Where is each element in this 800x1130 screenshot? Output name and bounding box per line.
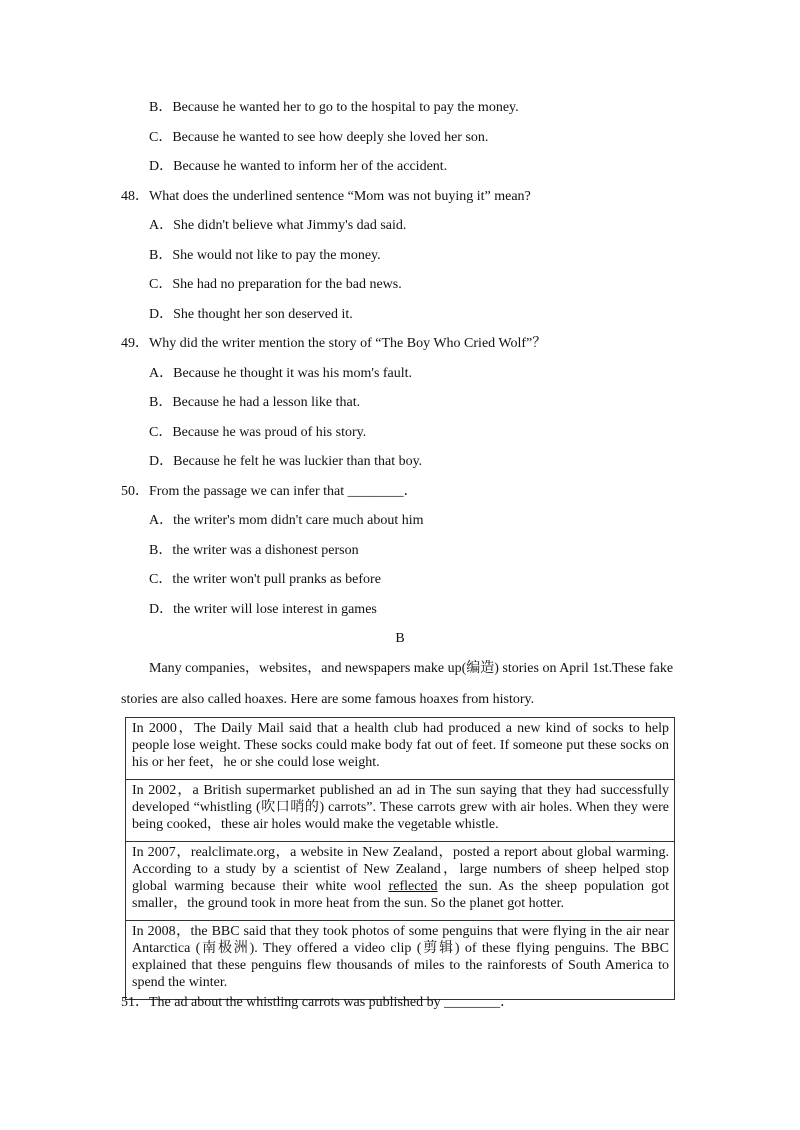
q49-option-d: D．Because he felt he was luckier than that boy. [149, 454, 423, 469]
q50-option-a: A．the writer's mom didn't care much about him [149, 513, 424, 528]
hoax-table [125, 717, 675, 1000]
hoax-2007-underlined-word: reflected [388, 879, 438, 894]
q49-option-b: B．Because he had a lesson like that. [149, 395, 361, 410]
q50-stem: 50．From the passage we can infer that ________． [121, 484, 418, 499]
q50-option-d: D．the writer will lose interest in games [149, 602, 377, 617]
q49-option-c: C．Because he was proud of his story. [149, 425, 367, 440]
hoax-row [126, 921, 675, 1000]
section-b-intro-line2: stories are also called hoaxes. Here are some famous hoaxes from history. [121, 692, 535, 707]
q49-option-a: A．Because he thought it was his mom's fault. [149, 366, 413, 381]
hoax-2002: In 2002，a British supermarket published an ad in The sun saying that they had successfully developed “whistling (吹口哨的) carrots”. These carrots grew with air holes. When they were being cooked，these air holes would make the vegetable whistle. [126, 780, 675, 842]
hoax-row [126, 780, 675, 842]
q50-option-c: C．the writer won't pull pranks as before [149, 572, 381, 587]
hoax-2000: In 2000，The Daily Mail said that a health club had produced a new kind of socks to help people lose weight. These socks could make body fat out of feet. If someone put these socks on his or her feet，he or she could lose weight. [126, 718, 675, 780]
section-b-heading: B [395, 631, 405, 646]
q50-option-b: B．the writer was a dishonest person [149, 543, 359, 558]
q47-option-c: C．Because he wanted to see how deeply she loved her son. [149, 130, 489, 145]
q48-stem: 48．What does the underlined sentence “Mom was not buying it” mean? [121, 189, 531, 204]
q48-option-a: A．She didn't believe what Jimmy's dad said. [149, 218, 407, 233]
hoax-row [126, 718, 675, 780]
q48-option-d: D．She thought her son deserved it. [149, 307, 353, 322]
q48-option-b: B．She would not like to pay the money. [149, 248, 381, 263]
q51-stem: 51．The ad about the whistling carrots was published by ________． [121, 995, 515, 1010]
hoax-2007-text-before: In 2007，realclimate.org，a website in New Zealand，posted a report about global warming. According to a study by a scientist of New Zealand，large numbers of sheep helped stop global warming because their white wool [132, 845, 669, 894]
q49-stem: 49．Why did the writer mention the story of “The Boy Who Cried Wolf”？ [121, 336, 547, 351]
hoax-2007-text-after: the sun. As the sheep population got smaller，the ground took in more heat from the sun. So the planet got hotter. [132, 879, 670, 911]
hoax-2008: In 2008，the BBC said that they took photos of some penguins that were flying in the air near Antarctica (南极洲). They offered a video clip (剪辑) of these flying penguins. The BBC explained that these penguins flew thousands of miles to the rainforests of South America to spend the winter. [126, 921, 675, 1000]
section-b-intro-line1: Many companies，websites，and newspapers make up(编造) stories on April 1st.These fake [149, 661, 674, 676]
hoax-2007 [126, 842, 675, 921]
q47-option-b: B．Because he wanted her to go to the hospital to pay the money. [149, 100, 519, 115]
q47-option-d: D．Because he wanted to inform her of the accident. [149, 159, 448, 174]
q48-option-c: C．She had no preparation for the bad news. [149, 277, 402, 292]
hoax-row [126, 842, 675, 921]
